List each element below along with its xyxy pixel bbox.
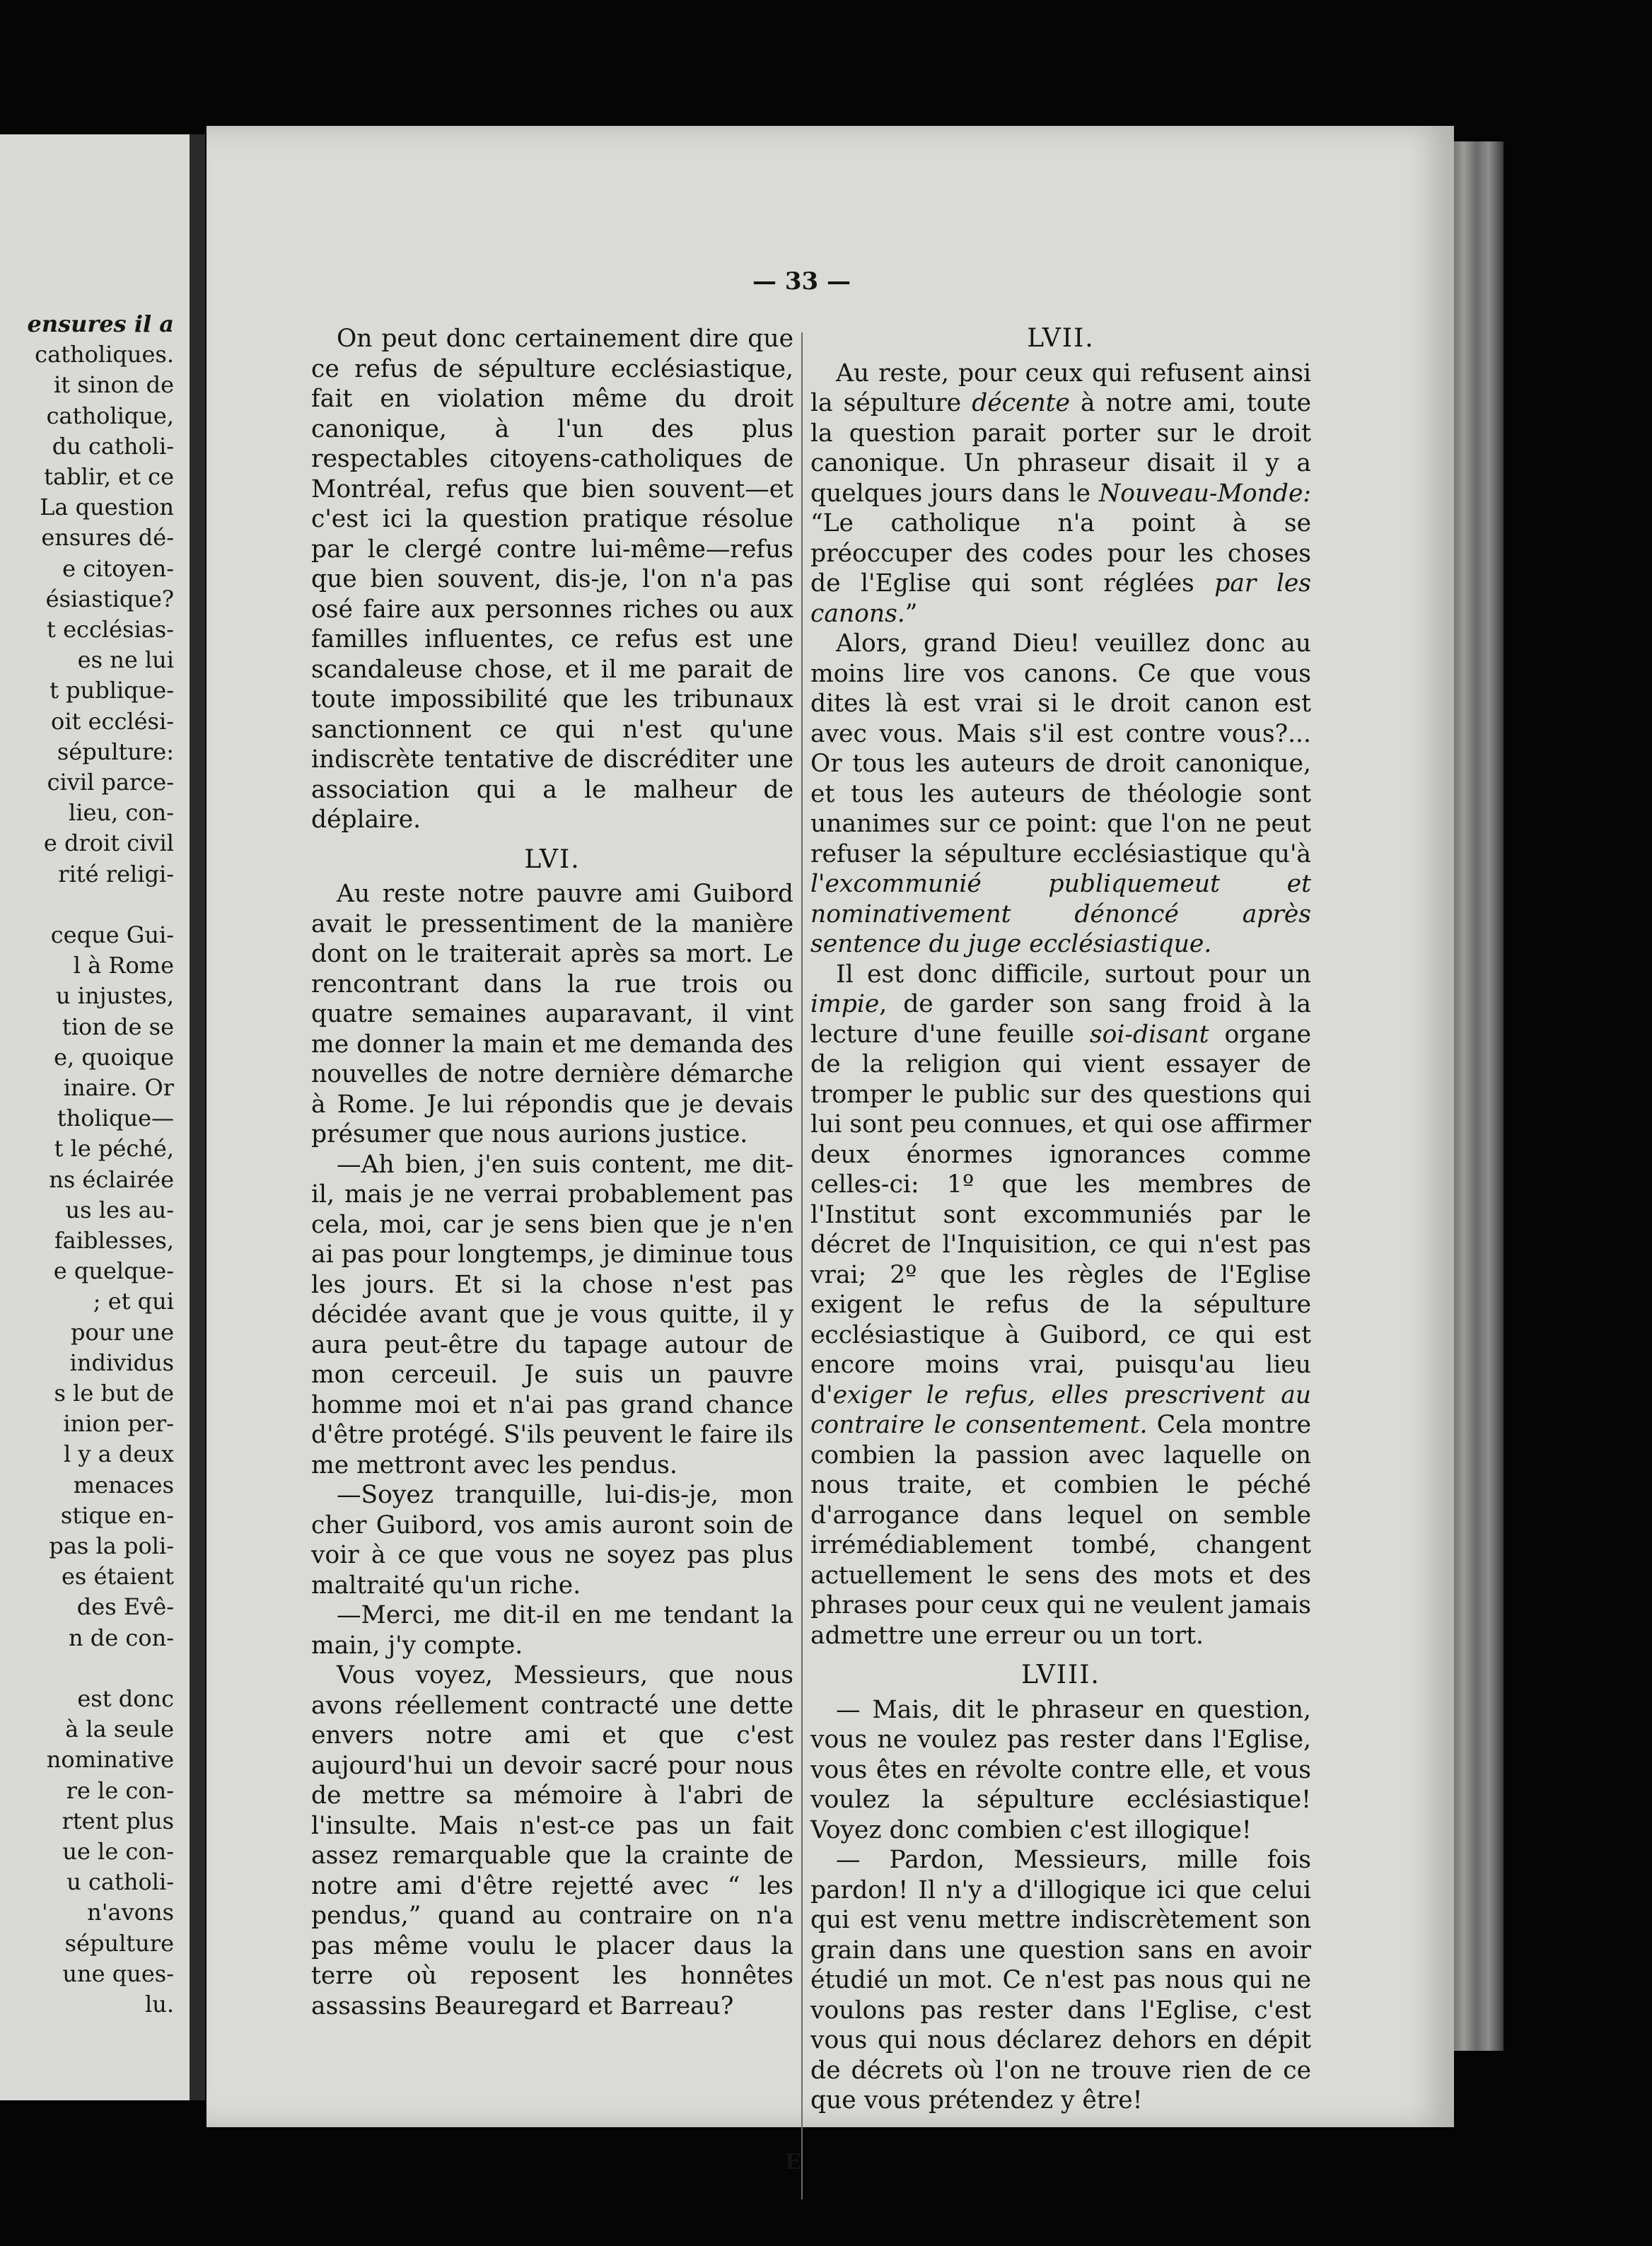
fragment-line: faiblesses, (54, 1227, 174, 1254)
fragment-line: catholiques. (35, 341, 174, 368)
fragment-line: us les au- (65, 1196, 174, 1223)
text-run: Cela montre combien la passion avec laquelle on nous traite, et combien le péché d'arrogance dans lequel on semble irrémédiablement tombé, changent actuellement le sens des mots et des phrases pour ceux qui ne veulent jamais admettre une erreur ou un tort. (810, 1411, 1311, 1650)
text-run: Au reste, pour ceux qui refusent ainsi la sépulture (810, 359, 1311, 417)
fragment-line: nominative (46, 1746, 174, 1774)
fragment-line: rtent plus (62, 1807, 174, 1834)
fragment-line: à la seule (65, 1716, 174, 1743)
paragraph: — Mais, dit le phraseur en question, vous ne voulez pas rester dans l'Eglise, vous êtes en révolte contre elle, et vous voulez la sépulture ecclésiastique! Voyez donc combien c'est illogique! (810, 1695, 1311, 1844)
facing-page-fragment (0, 134, 190, 2100)
paragraph (810, 629, 1311, 960)
paragraph: —Soyez tranquille, lui-dis-je, mon cher Guibord, vos amis auront soin de voir à ce que vous ne soyez pas plus maltraité qu'un riche. (311, 1481, 793, 1600)
fragment-line: es ne lui (77, 646, 174, 674)
fragment-line: stique en- (60, 1501, 174, 1529)
fragment-line: tion de se (62, 1013, 174, 1040)
fragment-line: inion per- (63, 1410, 174, 1438)
fragment-line: n'avons (87, 1899, 174, 1926)
text-run: organe de la religion qui vient essayer de tromper le public sur des questions qui lui sont peu connues, et qui ose affirmer deux énormes ignorances comme celles-ci: 1º que les membres de l'Institut sont excommuniés par le décret de l'Inquisition, ce qui n'est pas vrai; 2º que les règles de l'Eglise exigent le refus de la sépulture ecclésiastique à Guibord, ce qui est encore moins vrai, puisqu'au lieu d' (810, 1020, 1311, 1409)
fragment-line: pour une (71, 1318, 174, 1346)
page-number: — 33 — (752, 267, 851, 296)
signature-mark: E (785, 2150, 801, 2175)
paragraph: —Merci, me dit-il en me tendant la main, j'y compte. (311, 1601, 793, 1660)
paragraph: —Ah bien, j'en suis content, me dit-il, mais je ne verrai probablement pas cela, moi, car je sens bien que je n'en ai pas pour longtemps, je diminue tous les jours. Et si la chose n'est pas décidée avant que je vous quitte, il y aura peut-être du tapage autour de mon cerceuil. Je suis un pauvre homme moi et n'ai pas grand chance d'être protégé. S'ils peuvent le faire ils me mettront avec les pendus. (311, 1150, 793, 1479)
fragment-line: e droit civil (43, 830, 174, 857)
fragment-line: u injustes, (56, 982, 174, 1010)
fragment-line: oit ecclési- (51, 707, 174, 735)
text-run: “Le catholique n'a point à se préoccuper des codes pour les choses de l'Eglise qui sont réglées (810, 509, 1311, 598)
italic-run: exiger le refus, elles prescrivent au contraire le consentement. (810, 1380, 1311, 1439)
page-edge (1454, 141, 1503, 2051)
paragraph (810, 960, 1311, 1651)
fragment-line: u catholi- (66, 1868, 174, 1896)
fragment-line: individus (69, 1349, 174, 1376)
fragment-line: n de con- (69, 1624, 174, 1651)
fragment-line: pas la poli- (49, 1532, 174, 1559)
italic-run: par les canons. (810, 569, 1311, 628)
fragment-line: des Evê- (76, 1593, 174, 1621)
italic-run: impie (810, 990, 880, 1018)
paragraph: On peut donc certainement dire que ce refus de sépulture ecclésiastique, fait en violation même du droit canonique, à l'un des plus respectables citoyens-catholiques de Montréal, refus que bien souvent—et c'est ici la question pratique résolue par le clergé contre lui-même—refus que bien souvent, dis-je, l'on n'a pas osé faire aux personnes riches ou aux familles influentes, ce refus est une scandaleuse chose, et il me parait de toute impossibilité que les tribunaux sanctionnent ce qui n'est qu'une indiscrète tentative de discréditer une association qui a le malheur de déplaire. (311, 325, 793, 834)
fragment-line: ensures il a (27, 310, 174, 337)
fragment-line: ue le con- (62, 1838, 174, 1865)
fragment-line: catholique, (46, 402, 174, 429)
italic-run: décente (972, 389, 1070, 417)
column-rule (801, 332, 803, 2199)
fragment-line: sépulture (64, 1929, 174, 1957)
italic-run: Nouveau-Monde: (1099, 479, 1311, 508)
fragment-line: t publique- (50, 677, 174, 704)
italic-run: soi-disant (1089, 1020, 1209, 1049)
fragment-line: tholique— (57, 1105, 174, 1132)
section-heading-lvi: LVI. (524, 844, 581, 874)
paragraph (810, 359, 1311, 629)
section-heading-lvii: LVII. (1027, 324, 1095, 353)
section-heading-lviii: LVIII. (1021, 1660, 1100, 1689)
paragraph: — Pardon, Messieurs, mille fois pardon! Il n'y a d'illogique ici que celui qui est venu mettre indiscrètement son grain dans une question sans en avoir étudié un mot. Ce n'est pas nous qui ne voulons pas rester dans l'Eglise, c'est vous qui nous déclarez dehors en dépit de décrets où l'on ne trouve rien de ce que vous prétendez y être! (810, 1846, 1311, 2114)
fragment-line: l à Rome (73, 952, 174, 979)
text-run: Il est donc difficile, surtout pour un (836, 960, 1311, 989)
fragment-line: lieu, con- (69, 799, 174, 827)
fragment-line: ceque Gui- (50, 921, 174, 948)
right-column (810, 324, 1311, 2116)
text-run: ” (904, 599, 918, 628)
fragment-line: ésiastique? (45, 585, 174, 612)
fragment-line: e, quoique (54, 1043, 174, 1071)
paragraph: Au reste notre pauvre ami Guibord avait le pressentiment de la manière dont on le traiterait après sa mort. Le rencontrant dans la rue trois ou quatre semaines auparavant, il vint me donner la main et me demanda des nouvelles de notre dernière démarche à Rome. Je lui répondis que je devais présumer que nous aurions justice. (311, 880, 793, 1148)
fragment-line: ensures dé- (41, 524, 174, 552)
fragment-line: l y a deux (64, 1441, 174, 1468)
text-run: Alors, grand Dieu! veuillez donc au moins lire vos canons. Ce que vous dites là est vrai si le droit canon est avec vous. Mais s'il est contre vous?... Or tous les auteurs de droit canonique, et tous les auteurs de théologie sont unanimes sur ce point: que l'on ne peut refuser la sépulture ecclésiastique qu'à (810, 629, 1311, 868)
gutter-shadow (190, 134, 205, 2100)
fragment-line: ; et qui (93, 1288, 174, 1315)
fragment-line: civil parce- (47, 769, 174, 796)
fragment-line: rité religi- (58, 860, 174, 888)
fragment-line: ns éclairée (49, 1165, 174, 1193)
text-run: , de garder son sang froid à la lecture d'une feuille (810, 990, 1311, 1049)
fragment-line: t ecclésias- (47, 616, 174, 643)
text-run: à notre ami, toute la question parait porter sur le droit canonique. Un phraseur disait il y a quelques jours dans le (810, 389, 1311, 508)
italic-run: l'excommunié publiquemeut et nominativement dénoncé après sentence du juge ecclésiastique. (810, 870, 1311, 958)
fragment-line: inaire. Or (63, 1074, 174, 1101)
fragment-line: lu. (144, 1991, 174, 2018)
fragment-line: s le but de (54, 1380, 174, 1407)
fragment-line: tablir, et ce (44, 463, 174, 490)
fragment-line: est donc (77, 1685, 174, 1712)
fragment-line: menaces (73, 1471, 174, 1499)
left-column (311, 324, 793, 2021)
fragment-line: sépulture: (57, 738, 174, 765)
fragment-line: La question (40, 494, 174, 521)
fragment-line: es étaient (61, 1563, 174, 1590)
paragraph: Vous voyez, Messieurs, que nous avons réellement contracté une dette envers notre ami et que c'est aujourd'hui un devoir sacré pour nous de mettre sa mémoire à l'abri de l'insulte. Mais n'est-ce pas un fait assez remarquable que la crainte de notre ami d'être rejetté avec “ les pendus,” quand au contraire on n'a pas même voulu le placer daus la terre où reposent les honnêtes assassins Beauregard et Barreau? (311, 1661, 793, 2020)
fragment-line: it sinon de (54, 371, 174, 399)
fragment-line: re le con- (66, 1776, 174, 1804)
fragment-line: e quelque- (53, 1257, 174, 1285)
fragment-line: t le péché, (54, 1135, 174, 1163)
fragment-line: e citoyen- (62, 554, 174, 582)
fragment-line: du catholi- (52, 432, 174, 460)
fragment-line: une ques- (62, 1960, 174, 1987)
